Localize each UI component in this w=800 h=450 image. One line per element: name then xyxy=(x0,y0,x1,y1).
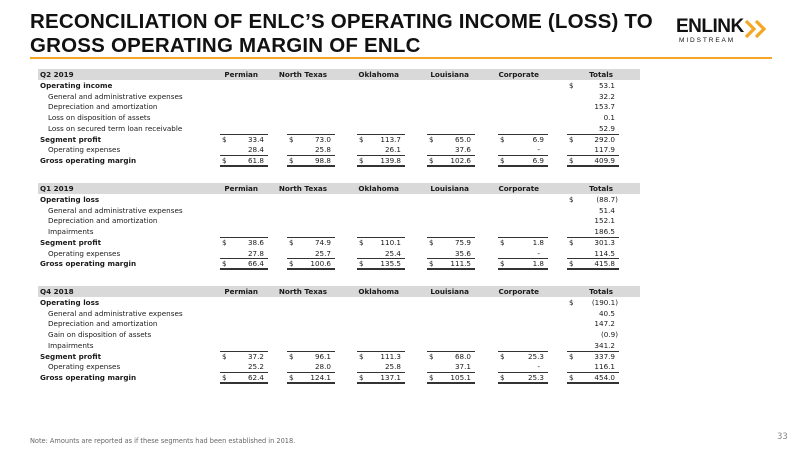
cell-value: 415.8 xyxy=(594,259,615,269)
row-label: General and administrative expenses xyxy=(48,205,183,215)
row-label: Gain on disposition of assets xyxy=(48,330,152,340)
rule-line xyxy=(567,155,619,156)
rule-line xyxy=(220,351,268,352)
double-rule-line xyxy=(220,165,268,167)
dollar-sign: $ xyxy=(500,237,505,247)
column-header: Totals xyxy=(589,287,613,296)
table-row xyxy=(38,194,640,205)
cell-value: 98.8 xyxy=(314,155,331,165)
cell-value: 52.9 xyxy=(598,123,615,133)
column-header: Permian xyxy=(224,287,258,296)
cell-value: 1.8 xyxy=(532,237,544,247)
period-label: Q2 2019 xyxy=(40,70,74,79)
footnote: Note: Amounts are reported as if these segments had been established in 2018. xyxy=(30,437,296,445)
dollar-sign: $ xyxy=(429,237,434,247)
cell-value: 454.0 xyxy=(594,372,615,382)
page-number: 33 xyxy=(777,432,788,442)
dollar-sign: $ xyxy=(500,372,505,382)
rule-line xyxy=(567,134,619,135)
double-rule-line xyxy=(427,382,475,384)
column-header: Totals xyxy=(589,184,613,193)
dollar-sign: $ xyxy=(429,372,434,382)
double-rule-line xyxy=(427,268,475,270)
rule-line xyxy=(220,372,268,373)
rule-line xyxy=(498,155,548,156)
table-row xyxy=(38,329,640,340)
row-label: Gross operating margin xyxy=(40,155,137,165)
row-label: Operating income xyxy=(40,81,113,90)
cell-value: 137.1 xyxy=(380,372,401,382)
table-row xyxy=(38,134,640,145)
row-label: Loss on disposition of assets xyxy=(48,113,151,123)
row-label: Operating expenses xyxy=(48,362,121,372)
column-header: Corporate xyxy=(498,70,539,79)
column-header: Corporate xyxy=(498,287,539,296)
cell-value: (190.1) xyxy=(591,298,618,307)
cell-value: 61.8 xyxy=(247,155,264,165)
cell-value: 26.1 xyxy=(384,145,401,155)
cell-value: 102.6 xyxy=(450,155,471,165)
cell-value: 6.9 xyxy=(532,134,544,144)
cell-value: 105.1 xyxy=(450,372,471,382)
cell-value: 65.0 xyxy=(454,134,471,144)
dollar-sign: $ xyxy=(222,259,227,269)
cell-value: 35.6 xyxy=(454,248,471,258)
table-row xyxy=(38,80,640,91)
logo-wordmark: ENLINK xyxy=(676,16,744,37)
rule-line xyxy=(287,258,335,259)
title-line-1: RECONCILIATION OF ENLC’S OPERATING INCOME (LOSS) TO xyxy=(30,10,653,33)
dollar-sign: $ xyxy=(569,134,574,144)
cell-value: 32.2 xyxy=(598,91,615,101)
cell-value: 135.5 xyxy=(380,259,401,269)
rule-line xyxy=(498,351,548,352)
rule-line xyxy=(427,155,475,156)
rule-line xyxy=(287,237,335,238)
column-header: North Texas xyxy=(278,184,327,193)
row-label: Gross operating margin xyxy=(40,259,137,269)
table-row xyxy=(38,361,640,372)
cell-value: 25.3 xyxy=(527,372,544,382)
double-rule-line xyxy=(498,268,548,270)
cell-value: 25.2 xyxy=(247,362,264,372)
dollar-sign: $ xyxy=(500,134,505,144)
cell-value: 28.4 xyxy=(247,145,264,155)
double-rule-line xyxy=(498,382,548,384)
cell-value: 292.0 xyxy=(594,134,615,144)
double-rule-line xyxy=(220,382,268,384)
row-label: Depreciation and amortization xyxy=(48,216,158,226)
cell-value: 337.9 xyxy=(594,351,615,361)
double-rule-line xyxy=(220,268,268,270)
rule-line xyxy=(287,134,335,135)
cell-value: 66.4 xyxy=(247,259,264,269)
table-row xyxy=(38,340,640,351)
table-row xyxy=(38,226,640,237)
enlink-logo xyxy=(676,16,776,46)
cell-value: 51.4 xyxy=(598,205,615,215)
table-row xyxy=(38,318,640,329)
double-rule-line xyxy=(567,165,619,167)
cell-value: 25.3 xyxy=(527,351,544,361)
double-rule-line xyxy=(287,382,335,384)
page-title xyxy=(30,10,653,58)
table-row xyxy=(38,215,640,226)
cell-value: - xyxy=(537,362,540,372)
cell-value: 62.4 xyxy=(247,372,264,382)
rule-line xyxy=(427,372,475,373)
rule-line xyxy=(287,372,335,373)
cell-value: - xyxy=(537,248,540,258)
column-header: Permian xyxy=(224,70,258,79)
cell-value: 37.1 xyxy=(454,362,471,372)
logo-subtitle: MIDSTREAM xyxy=(679,37,736,44)
table-header-row xyxy=(38,69,640,80)
cell-value: 186.5 xyxy=(594,227,615,237)
cell-value: 100.6 xyxy=(310,259,331,269)
column-header: Louisiana xyxy=(430,184,469,193)
row-label: Segment profit xyxy=(40,351,102,361)
rule-line xyxy=(357,155,405,156)
row-label: Depreciation and amortization xyxy=(48,319,158,329)
table-row xyxy=(38,123,640,134)
rule-line xyxy=(357,351,405,352)
row-label: Operating loss xyxy=(40,195,100,204)
column-header: Louisiana xyxy=(430,70,469,79)
rule-line xyxy=(498,258,548,259)
rule-line xyxy=(567,372,619,373)
cell-value: 40.5 xyxy=(598,308,615,318)
row-label: Impairments xyxy=(48,340,94,350)
dollar-sign: $ xyxy=(289,351,294,361)
cell-value: 73.0 xyxy=(314,134,331,144)
column-header: Oklahoma xyxy=(358,184,399,193)
table-row xyxy=(38,144,640,155)
dollar-sign: $ xyxy=(429,351,434,361)
table-row xyxy=(38,237,640,248)
cell-value: 28.0 xyxy=(314,362,331,372)
rule-line xyxy=(567,258,619,259)
rule-line xyxy=(357,258,405,259)
rule-line xyxy=(357,134,405,135)
double-rule-line xyxy=(287,268,335,270)
cell-value: 117.9 xyxy=(594,145,615,155)
cell-value: 0.1 xyxy=(603,113,615,123)
rule-line xyxy=(357,237,405,238)
dollar-sign: $ xyxy=(569,298,574,307)
cell-value: 139.8 xyxy=(380,155,401,165)
cell-value: 110.1 xyxy=(380,237,401,247)
row-label: Operating loss xyxy=(40,298,100,307)
title-divider xyxy=(30,57,772,59)
dollar-sign: $ xyxy=(222,155,227,165)
table-row xyxy=(38,372,640,383)
cell-value: 53.1 xyxy=(598,81,615,90)
column-header: North Texas xyxy=(278,287,327,296)
dollar-sign: $ xyxy=(289,155,294,165)
cell-value: - xyxy=(537,145,540,155)
dollar-sign: $ xyxy=(359,237,364,247)
cell-value: 1.8 xyxy=(532,259,544,269)
row-label: Segment profit xyxy=(40,134,102,144)
double-rule-line xyxy=(427,165,475,167)
table-row xyxy=(38,155,640,166)
rule-line xyxy=(427,258,475,259)
column-header: Louisiana xyxy=(430,287,469,296)
rule-line xyxy=(498,134,548,135)
dollar-sign: $ xyxy=(289,372,294,382)
column-header: Permian xyxy=(224,184,258,193)
dollar-sign: $ xyxy=(500,155,505,165)
rule-line xyxy=(220,155,268,156)
rule-line xyxy=(427,237,475,238)
cell-value: 25.8 xyxy=(384,362,401,372)
dollar-sign: $ xyxy=(359,134,364,144)
rule-line xyxy=(220,237,268,238)
rule-line xyxy=(427,134,475,135)
cell-value: 33.4 xyxy=(247,134,264,144)
double-rule-line xyxy=(357,268,405,270)
cell-value: 25.7 xyxy=(314,248,331,258)
dollar-sign: $ xyxy=(429,155,434,165)
rule-line xyxy=(498,237,548,238)
period-label: Q1 2019 xyxy=(40,184,74,193)
table-row xyxy=(38,205,640,216)
cell-value: 37.6 xyxy=(454,145,471,155)
cell-value: 25.8 xyxy=(314,145,331,155)
row-label: Operating expenses xyxy=(48,145,121,155)
double-rule-line xyxy=(498,165,548,167)
table-row xyxy=(38,297,640,308)
cell-value: 114.5 xyxy=(594,248,615,258)
dollar-sign: $ xyxy=(289,259,294,269)
cell-value: 25.4 xyxy=(384,248,401,258)
dollar-sign: $ xyxy=(569,259,574,269)
rule-line xyxy=(220,258,268,259)
dollar-sign: $ xyxy=(500,351,505,361)
cell-value: (88.7) xyxy=(596,195,618,204)
title-line-2: GROSS OPERATING MARGIN OF ENLC xyxy=(30,34,421,57)
dollar-sign: $ xyxy=(569,155,574,165)
dollar-sign: $ xyxy=(359,372,364,382)
double-rule-line xyxy=(357,382,405,384)
rule-line xyxy=(567,237,619,238)
table-header-row xyxy=(38,183,640,194)
table-row xyxy=(38,248,640,259)
table-row xyxy=(38,101,640,112)
period-label: Q4 2018 xyxy=(40,287,74,296)
cell-value: 74.9 xyxy=(314,237,331,247)
column-header: Totals xyxy=(589,70,613,79)
column-header: Oklahoma xyxy=(358,287,399,296)
cell-value: 111.3 xyxy=(380,351,401,361)
cell-value: 37.2 xyxy=(247,351,264,361)
table-header-row xyxy=(38,286,640,297)
table-row xyxy=(38,112,640,123)
double-rule-line xyxy=(357,165,405,167)
cell-value: 153.7 xyxy=(594,102,615,112)
dollar-sign: $ xyxy=(222,134,227,144)
dollar-sign: $ xyxy=(569,351,574,361)
dollar-sign: $ xyxy=(359,155,364,165)
cell-value: 409.9 xyxy=(594,155,615,165)
dollar-sign: $ xyxy=(289,134,294,144)
dollar-sign: $ xyxy=(569,81,574,90)
cell-value: 6.9 xyxy=(532,155,544,165)
column-header: Oklahoma xyxy=(358,70,399,79)
table-row xyxy=(38,308,640,319)
cell-value: 301.3 xyxy=(594,237,615,247)
dollar-sign: $ xyxy=(500,259,505,269)
cell-value: 27.8 xyxy=(247,248,264,258)
dollar-sign: $ xyxy=(569,195,574,204)
table-row xyxy=(38,91,640,102)
double-rule-line xyxy=(567,268,619,270)
chevron-arrows-icon xyxy=(744,19,770,39)
rule-line xyxy=(220,134,268,135)
row-label: General and administrative expenses xyxy=(48,308,183,318)
dollar-sign: $ xyxy=(429,259,434,269)
row-label: General and administrative expenses xyxy=(48,91,183,101)
row-label: Segment profit xyxy=(40,237,102,247)
row-label: Operating expenses xyxy=(48,248,121,258)
dollar-sign: $ xyxy=(569,237,574,247)
cell-value: 68.0 xyxy=(454,351,471,361)
cell-value: 111.5 xyxy=(450,259,471,269)
rule-line xyxy=(427,351,475,352)
rule-line xyxy=(357,372,405,373)
dollar-sign: $ xyxy=(222,351,227,361)
cell-value: 38.6 xyxy=(247,237,264,247)
dollar-sign: $ xyxy=(222,372,227,382)
row-label: Loss on secured term loan receivable xyxy=(48,123,183,133)
cell-value: 124.1 xyxy=(310,372,331,382)
column-header: Corporate xyxy=(498,184,539,193)
rule-line xyxy=(287,351,335,352)
cell-value: 341.2 xyxy=(594,340,615,350)
cell-value: 96.1 xyxy=(314,351,331,361)
dollar-sign: $ xyxy=(359,351,364,361)
table-row xyxy=(38,258,640,269)
rule-line xyxy=(287,155,335,156)
dollar-sign: $ xyxy=(429,134,434,144)
dollar-sign: $ xyxy=(289,237,294,247)
dollar-sign: $ xyxy=(359,259,364,269)
table-row xyxy=(38,351,640,362)
double-rule-line xyxy=(287,165,335,167)
cell-value: 75.9 xyxy=(454,237,471,247)
cell-value: 113.7 xyxy=(380,134,401,144)
cell-value: (0.9) xyxy=(600,330,618,340)
cell-value: 152.1 xyxy=(594,216,615,226)
row-label: Gross operating margin xyxy=(40,372,137,382)
row-label: Depreciation and amortization xyxy=(48,102,158,112)
double-rule-line xyxy=(567,382,619,384)
cell-value: 147.2 xyxy=(594,319,615,329)
rule-line xyxy=(498,372,548,373)
rule-line xyxy=(567,351,619,352)
dollar-sign: $ xyxy=(569,372,574,382)
column-header: North Texas xyxy=(278,70,327,79)
cell-value: 116.1 xyxy=(594,362,615,372)
row-label: Impairments xyxy=(48,227,94,237)
dollar-sign: $ xyxy=(222,237,227,247)
